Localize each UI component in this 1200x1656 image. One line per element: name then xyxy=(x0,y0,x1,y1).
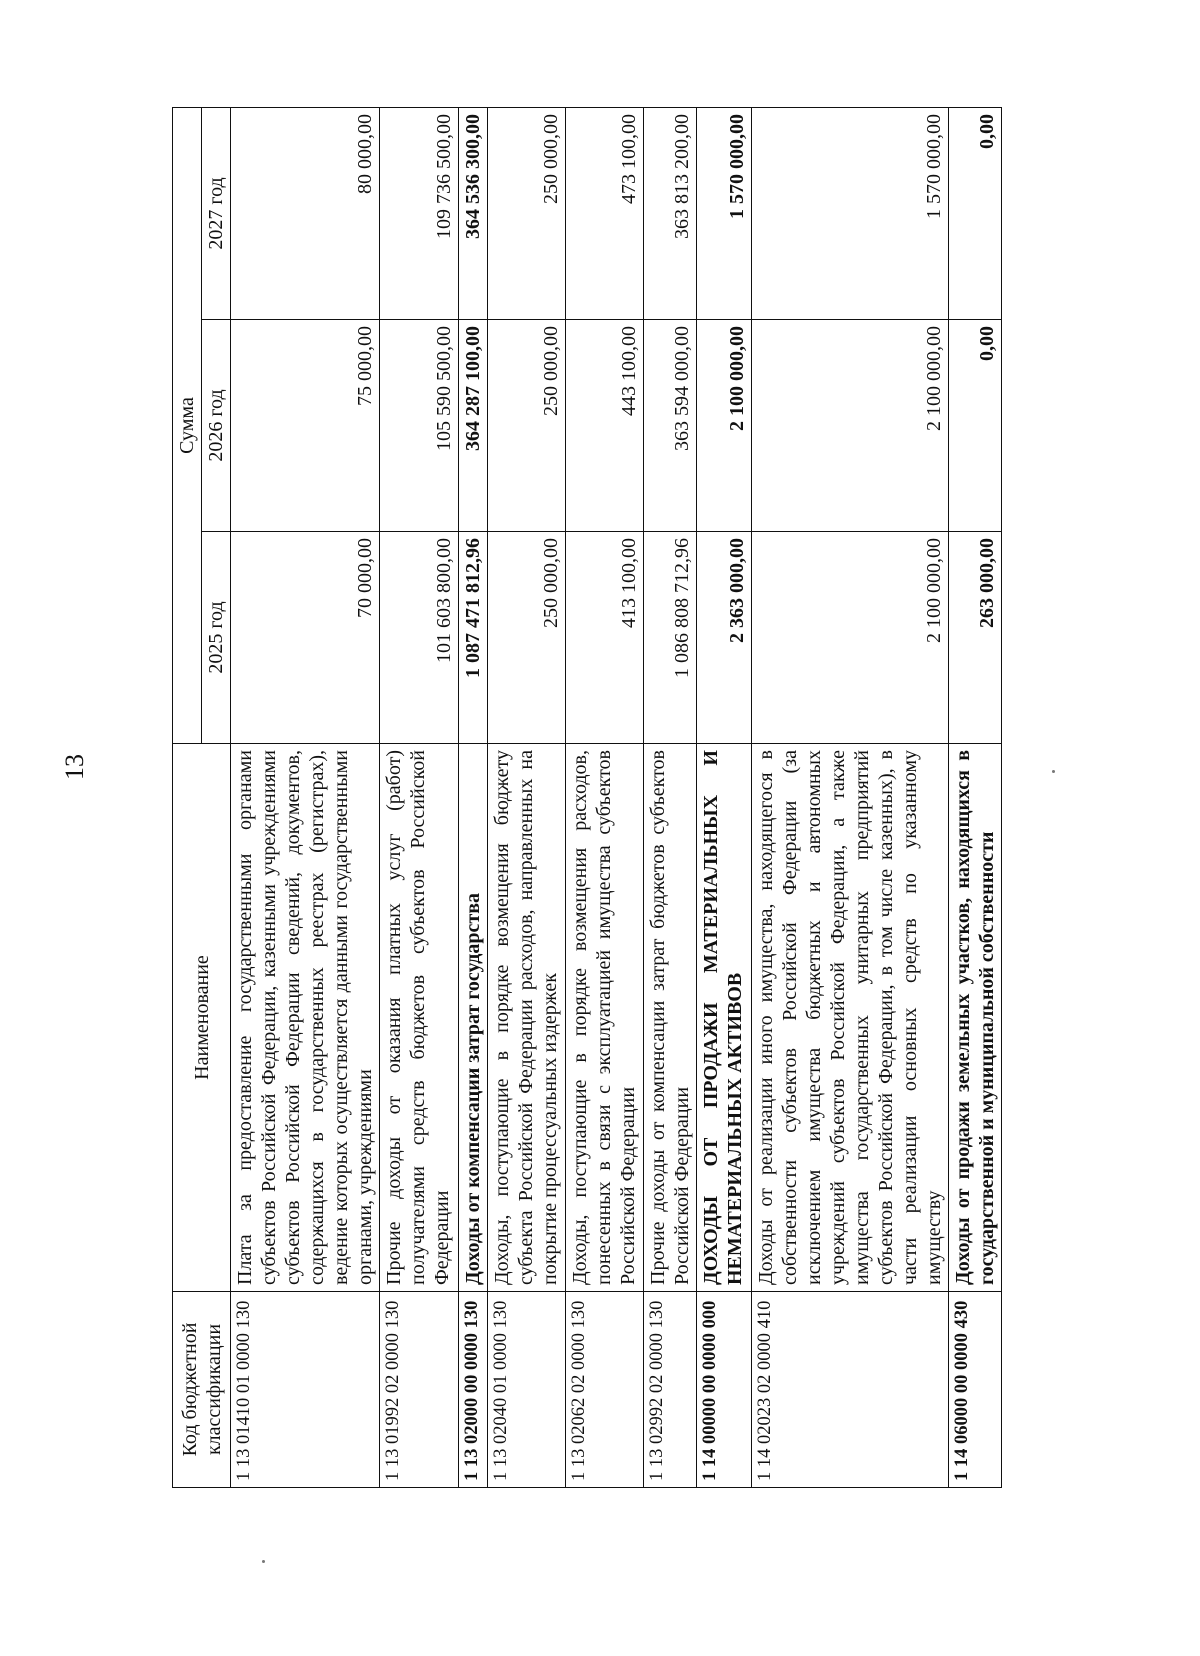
row-2026: 364 287 100,00 xyxy=(459,320,488,532)
header-sum: Сумма xyxy=(173,107,202,743)
row-name: Доходы, поступающие в порядке возмещения расходов, понесенных в связи с эксплуатацией имущества субъектов Российской Федерации xyxy=(566,744,644,1292)
row-2025: 413 100,00 xyxy=(566,532,644,744)
row-code: 1 14 02023 02 0000 410 xyxy=(752,1292,949,1488)
row-name: Доходы, поступающие в порядке возмещения бюджету субъекта Российской Федерации расходов, направленных на покрытие процессуальных издержек xyxy=(488,744,566,1292)
row-2027: 364 536 300,00 xyxy=(459,107,488,319)
row-2027: 1 570 000,00 xyxy=(752,107,949,319)
scan-speck xyxy=(1052,770,1055,773)
table-row xyxy=(949,107,1002,1487)
page-number: 13 xyxy=(60,754,89,780)
row-2025: 101 603 800,00 xyxy=(380,532,459,744)
table-row xyxy=(566,107,644,1487)
row-2027: 363 813 200,00 xyxy=(644,107,697,319)
table-row xyxy=(752,107,949,1487)
row-name: Доходы от реализации иного имущества, находящегося в собственности субъектов Российской Федерации (за исключением имущества бюджетных и автономных учреждений субъектов Российской Федерации, а также имущества государственных унитарных предприятий субъектов Российской Федерации, в том числе казенных), в части реализации основных средств по указанному имуществу xyxy=(752,744,949,1292)
budget-table-container xyxy=(172,108,1002,1488)
row-2026: 363 594 000,00 xyxy=(644,320,697,532)
row-2026: 75 000,00 xyxy=(231,320,380,532)
header-year-2025: 2025 год xyxy=(202,532,231,744)
row-2025: 70 000,00 xyxy=(231,532,380,744)
header-year-2027: 2027 год xyxy=(202,107,231,319)
budget-table xyxy=(172,107,1002,1488)
header-name: Наименование xyxy=(173,744,231,1292)
row-2025: 1 086 808 712,96 xyxy=(644,532,697,744)
row-code: 1 13 02062 02 0000 130 xyxy=(566,1292,644,1488)
row-name: Прочие доходы от компенсации затрат бюджетов субъектов Российской Федерации xyxy=(644,744,697,1292)
row-2025: 263 000,00 xyxy=(949,532,1002,744)
table-row xyxy=(697,107,752,1487)
row-2026: 2 100 000,00 xyxy=(752,320,949,532)
row-code: 1 13 02992 02 0000 130 xyxy=(644,1292,697,1488)
row-name: ДОХОДЫ ОТ ПРОДАЖИ МАТЕРИАЛЬНЫХ И НЕМАТЕРИАЛЬНЫХ АКТИВОВ xyxy=(697,744,752,1292)
row-2027: 109 736 500,00 xyxy=(380,107,459,319)
row-code: 1 14 06000 00 0000 430 xyxy=(949,1292,1002,1488)
scan-speck xyxy=(262,1560,265,1563)
row-code: 1 14 00000 00 0000 000 xyxy=(697,1292,752,1488)
row-2025: 2 363 000,00 xyxy=(697,532,752,744)
table-row xyxy=(488,107,566,1487)
row-2027: 80 000,00 xyxy=(231,107,380,319)
row-2025: 250 000,00 xyxy=(488,532,566,744)
row-2025: 1 087 471 812,96 xyxy=(459,532,488,744)
row-name: Доходы от продажи земельных участков, находящихся в государственной и муниципальной собственности xyxy=(949,744,1002,1292)
row-2027: 0,00 xyxy=(949,107,1002,319)
header-year-2026: 2026 год xyxy=(202,320,231,532)
table-row xyxy=(644,107,697,1487)
row-code: 1 13 02000 00 0000 130 xyxy=(459,1292,488,1488)
row-2026: 0,00 xyxy=(949,320,1002,532)
row-2026: 105 590 500,00 xyxy=(380,320,459,532)
row-2026: 443 100,00 xyxy=(566,320,644,532)
row-code: 1 13 01992 02 0000 130 xyxy=(380,1292,459,1488)
row-name: Доходы от компенсации затрат государства xyxy=(459,744,488,1292)
row-code: 1 13 02040 01 0000 130 xyxy=(488,1292,566,1488)
row-2025: 2 100 000,00 xyxy=(752,532,949,744)
row-code: 1 13 01410 01 0000 130 xyxy=(231,1292,380,1488)
header-code: Код бюджетной классификации xyxy=(173,1292,231,1488)
row-name: Прочие доходы от оказания платных услуг (работ) получателями средств бюджетов субъектов Российской Федерации xyxy=(380,744,459,1292)
row-2026: 2 100 000,00 xyxy=(697,320,752,532)
row-2027: 1 570 000,00 xyxy=(697,107,752,319)
row-2027: 250 000,00 xyxy=(488,107,566,319)
table-row xyxy=(459,107,488,1487)
row-name: Плата за предоставление государственными органами субъектов Российской Федерации, казенными учреждениями субъектов Российской Федерации сведений, документов, содержащихся в государственных реестрах (регистрах), ведение которых осуществляется данными государственными органами, учреждениями xyxy=(231,744,380,1292)
row-2026: 250 000,00 xyxy=(488,320,566,532)
table-row xyxy=(380,107,459,1487)
row-2027: 473 100,00 xyxy=(566,107,644,319)
table-row xyxy=(231,107,380,1487)
